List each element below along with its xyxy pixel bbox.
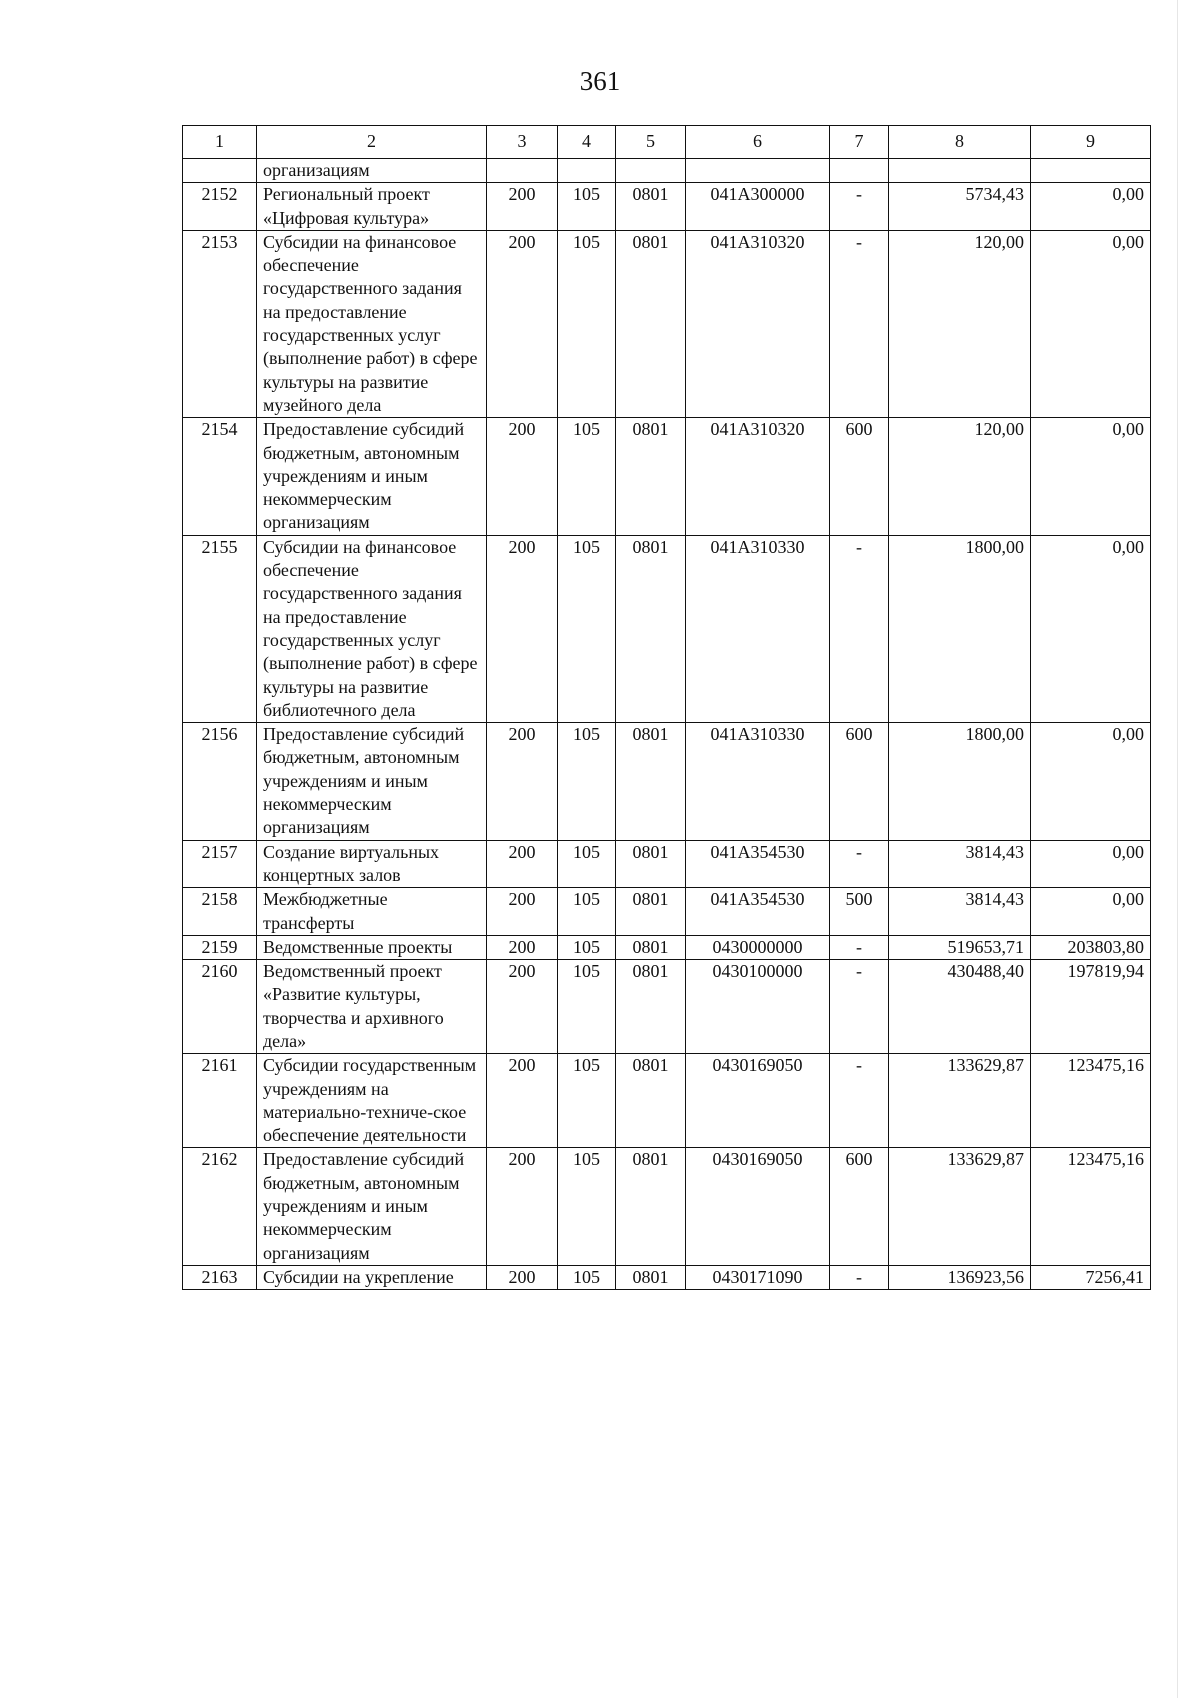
cell-name: Предоставление субсидий бюджетным, автономным учреждениям и иным некоммерческим организациям	[257, 723, 487, 840]
header-cell: 6	[686, 126, 830, 159]
cell-code-4: 105	[558, 840, 616, 888]
cell-section: 0801	[616, 183, 686, 231]
cell-row-number: 2162	[183, 1148, 257, 1265]
budget-table	[182, 125, 1151, 1290]
cell-amount-2: 0,00	[1031, 840, 1151, 888]
cell-target-article: 0430169050	[686, 1054, 830, 1148]
cell-empty	[558, 159, 616, 183]
cell-code-4: 105	[558, 935, 616, 959]
header-cell: 5	[616, 126, 686, 159]
cell-row-number: 2160	[183, 960, 257, 1054]
cell-target-article: 041А310320	[686, 418, 830, 535]
cell-amount-2: 197819,94	[1031, 960, 1151, 1054]
table-row	[183, 1148, 1151, 1265]
cell-name: Субсидии на финансовое обеспечение государственного задания на предоставление государственных услуг (выполнение работ) в сфере культуры на развитие библиотечного дела	[257, 535, 487, 722]
cell-row-number: 2163	[183, 1265, 257, 1289]
cell-section: 0801	[616, 230, 686, 417]
cell-name: Субсидии государственным учреждениям на материально-техниче-ское обеспечение деятельности	[257, 1054, 487, 1148]
cell-amount-1: 136923,56	[889, 1265, 1031, 1289]
cell-name: Создание виртуальных концертных залов	[257, 840, 487, 888]
cell-empty	[616, 159, 686, 183]
cell-target-article: 041А310330	[686, 535, 830, 722]
cell-code-3: 200	[487, 840, 558, 888]
cell-amount-2: 0,00	[1031, 230, 1151, 417]
header-cell: 1	[183, 126, 257, 159]
cell-expense-type: -	[830, 935, 889, 959]
cell-row-number: 2161	[183, 1054, 257, 1148]
cell-amount-2: 7256,41	[1031, 1265, 1151, 1289]
header-cell: 9	[1031, 126, 1151, 159]
table-row	[183, 1265, 1151, 1289]
cell-amount-2: 0,00	[1031, 418, 1151, 535]
table-row	[183, 183, 1151, 231]
cell-amount-1: 430488,40	[889, 960, 1031, 1054]
table-row	[183, 935, 1151, 959]
cell-expense-type: -	[830, 183, 889, 231]
table-row	[183, 418, 1151, 535]
table-row	[183, 1054, 1151, 1148]
cell-amount-2: 0,00	[1031, 723, 1151, 840]
table-row	[183, 230, 1151, 417]
cell-target-article: 041А300000	[686, 183, 830, 231]
cell-amount-1: 5734,43	[889, 183, 1031, 231]
cell-row-number: 2153	[183, 230, 257, 417]
cell-amount-2: 203803,80	[1031, 935, 1151, 959]
cell-expense-type: 600	[830, 1148, 889, 1265]
cell-amount-1: 3814,43	[889, 840, 1031, 888]
cell-amount-1: 120,00	[889, 418, 1031, 535]
cell-amount-2: 123475,16	[1031, 1148, 1151, 1265]
cell-amount-1: 120,00	[889, 230, 1031, 417]
cell-section: 0801	[616, 888, 686, 936]
scan-edge-line	[1177, 0, 1178, 1698]
cell-code-4: 105	[558, 960, 616, 1054]
cell-section: 0801	[616, 418, 686, 535]
header-cell: 3	[487, 126, 558, 159]
cell-name: Субсидии на укрепление	[257, 1265, 487, 1289]
page-number: 361	[579, 66, 621, 96]
cell-name: Предоставление субсидий бюджетным, автономным учреждениям и иным некоммерческим организациям	[257, 1148, 487, 1265]
cell-section: 0801	[616, 1148, 686, 1265]
cell-amount-2: 0,00	[1031, 888, 1151, 936]
cell-expense-type: -	[830, 1265, 889, 1289]
cell-name: Межбюджетные трансферты	[257, 888, 487, 936]
cell-amount-1: 133629,87	[889, 1054, 1031, 1148]
cell-section: 0801	[616, 935, 686, 959]
cell-target-article: 041А310330	[686, 723, 830, 840]
cell-section: 0801	[616, 960, 686, 1054]
cell-row-number: 2152	[183, 183, 257, 231]
cell-code-4: 105	[558, 1148, 616, 1265]
cell-amount-1: 3814,43	[889, 888, 1031, 936]
cell-target-article: 0430100000	[686, 960, 830, 1054]
cell-row-number: 2158	[183, 888, 257, 936]
cell-expense-type: 600	[830, 418, 889, 535]
cell-section: 0801	[616, 1265, 686, 1289]
cell-name: Предоставление субсидий бюджетным, автономным учреждениям и иным некоммерческим организациям	[257, 418, 487, 535]
cell-expense-type: -	[830, 1054, 889, 1148]
cell-amount-2: 0,00	[1031, 535, 1151, 722]
cell-expense-type: 500	[830, 888, 889, 936]
cell-empty	[1031, 159, 1151, 183]
cell-section: 0801	[616, 723, 686, 840]
cell-row-number: 2156	[183, 723, 257, 840]
cell-number	[183, 159, 257, 183]
cell-amount-1: 1800,00	[889, 723, 1031, 840]
table-row	[183, 535, 1151, 722]
cell-name: Ведомственный проект «Развитие культуры, творчества и архивного дела»	[257, 960, 487, 1054]
header-cell: 8	[889, 126, 1031, 159]
cell-amount-2: 123475,16	[1031, 1054, 1151, 1148]
cell-row-number: 2159	[183, 935, 257, 959]
table-row	[183, 840, 1151, 888]
header-cell: 7	[830, 126, 889, 159]
cell-amount-2: 0,00	[1031, 183, 1151, 231]
cell-name: Субсидии на финансовое обеспечение государственного задания на предоставление государственных услуг (выполнение работ) в сфере культуры на развитие музейного дела	[257, 230, 487, 417]
cell-target-article: 041А354530	[686, 840, 830, 888]
table-header-row	[183, 126, 1151, 159]
cell-target-article: 0430169050	[686, 1148, 830, 1265]
cell-section: 0801	[616, 840, 686, 888]
cell-amount-1: 519653,71	[889, 935, 1031, 959]
header-cell: 4	[558, 126, 616, 159]
cell-row-number: 2155	[183, 535, 257, 722]
cell-code-3: 200	[487, 935, 558, 959]
cell-empty	[487, 159, 558, 183]
table-row	[183, 888, 1151, 936]
cell-section: 0801	[616, 535, 686, 722]
cell-empty	[686, 159, 830, 183]
cell-code-3: 200	[487, 230, 558, 417]
cell-target-article: 0430000000	[686, 935, 830, 959]
cell-empty	[889, 159, 1031, 183]
cell-expense-type: -	[830, 840, 889, 888]
cell-code-4: 105	[558, 230, 616, 417]
table-row	[183, 960, 1151, 1054]
cell-code-3: 200	[487, 723, 558, 840]
cell-expense-type: -	[830, 535, 889, 722]
table-row	[183, 723, 1151, 840]
cell-code-4: 105	[558, 1265, 616, 1289]
cell-code-4: 105	[558, 183, 616, 231]
continuation-row	[183, 159, 1151, 183]
cell-target-article: 041А354530	[686, 888, 830, 936]
cell-name: организациям	[257, 159, 487, 183]
cell-code-3: 200	[487, 960, 558, 1054]
cell-code-3: 200	[487, 1148, 558, 1265]
cell-name: Региональный проект «Цифровая культура»	[257, 183, 487, 231]
cell-code-3: 200	[487, 183, 558, 231]
cell-target-article: 041А310320	[686, 230, 830, 417]
cell-name: Ведомственные проекты	[257, 935, 487, 959]
cell-code-3: 200	[487, 1054, 558, 1148]
cell-row-number: 2157	[183, 840, 257, 888]
cell-section: 0801	[616, 1054, 686, 1148]
cell-amount-1: 133629,87	[889, 1148, 1031, 1265]
cell-code-4: 105	[558, 535, 616, 722]
cell-code-3: 200	[487, 1265, 558, 1289]
cell-target-article: 0430171090	[686, 1265, 830, 1289]
cell-code-4: 105	[558, 1054, 616, 1148]
cell-code-3: 200	[487, 535, 558, 722]
cell-code-4: 105	[558, 418, 616, 535]
cell-code-4: 105	[558, 723, 616, 840]
cell-expense-type: 600	[830, 723, 889, 840]
header-cell: 2	[257, 126, 487, 159]
cell-code-3: 200	[487, 888, 558, 936]
cell-empty	[830, 159, 889, 183]
cell-amount-1: 1800,00	[889, 535, 1031, 722]
cell-expense-type: -	[830, 960, 889, 1054]
cell-code-3: 200	[487, 418, 558, 535]
cell-expense-type: -	[830, 230, 889, 417]
cell-row-number: 2154	[183, 418, 257, 535]
cell-code-4: 105	[558, 888, 616, 936]
